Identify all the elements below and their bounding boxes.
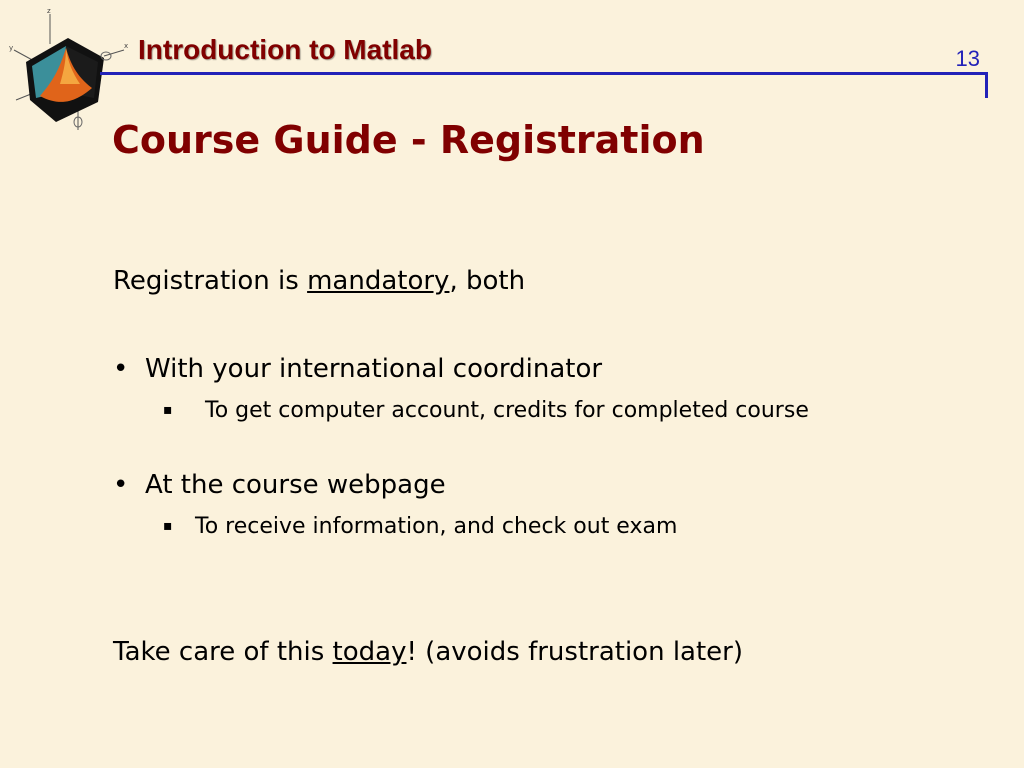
slide-title: Course Guide - Registration xyxy=(112,118,705,162)
list-item: • With your international coordinator xyxy=(113,354,603,384)
sub-list-item: ▪ To get computer account, credits for completed course xyxy=(163,398,809,423)
svg-text:x: x xyxy=(124,42,129,50)
matlab-membrane-logo-icon xyxy=(6,4,132,134)
header-title: Introduction to Matlab xyxy=(138,34,432,65)
header-rule-corner xyxy=(985,72,988,98)
bullet-icon: • xyxy=(113,470,129,500)
emphasis-mandatory: mandatory xyxy=(307,266,450,296)
sub-list-item: ▪ To receive information, and check out exam xyxy=(163,514,678,539)
intro-text: Registration is mandatory, both xyxy=(113,266,526,296)
square-bullet-icon: ▪ xyxy=(163,402,173,418)
outro-text: Take care of this today! (avoids frustration later) xyxy=(113,637,744,667)
svg-text:z: z xyxy=(47,7,51,15)
page-number: 13 xyxy=(955,46,980,71)
bullet-icon: • xyxy=(113,354,129,384)
header-rule xyxy=(100,72,988,75)
square-bullet-icon: ▪ xyxy=(163,518,173,534)
svg-text:y: y xyxy=(9,44,14,52)
list-item: • At the course webpage xyxy=(113,470,446,500)
emphasis-today: today xyxy=(332,637,407,667)
